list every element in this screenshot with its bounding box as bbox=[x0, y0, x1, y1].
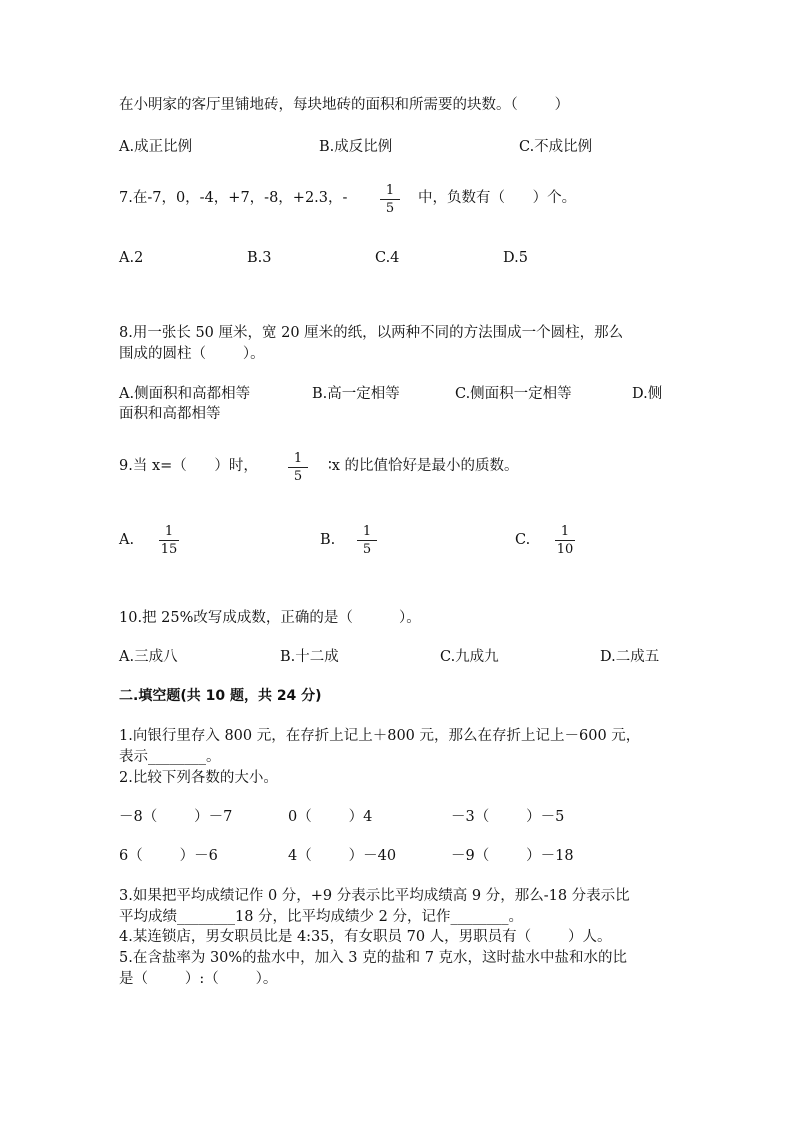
q7-fraction bbox=[378, 183, 402, 216]
f2-row2-item3: －9（ ）－18 bbox=[451, 848, 574, 864]
q9-option-a-fraction bbox=[157, 524, 181, 557]
f2-row1-item2: 0（ ）4 bbox=[288, 809, 373, 825]
q7-frac-bar bbox=[380, 199, 400, 200]
q9-option-a-den: 15 bbox=[160, 542, 178, 557]
q9-frac-bar bbox=[288, 467, 308, 468]
q9-option-b-den: 5 bbox=[362, 542, 372, 557]
q8-option-a: A.侧面积和高都相等 bbox=[119, 386, 251, 402]
q8-option-d-cont: 面积和高都相等 bbox=[119, 406, 221, 422]
q9-option-c-label: C. bbox=[515, 532, 531, 548]
f2-row1-item1: －8（ ）－7 bbox=[119, 809, 233, 825]
q9-option-b-fraction bbox=[355, 524, 379, 557]
f3-line2: 平均成绩________18 分，比平均成绩少 2 分，记作________。 bbox=[119, 909, 524, 925]
q10-option-d: D.二成五 bbox=[600, 649, 660, 665]
q9-frac-num: 1 bbox=[293, 451, 303, 466]
f1-line1: 1.向银行里存入 800 元，在存折上记上＋800 元，那么在存折上记上－600 元， bbox=[119, 728, 641, 744]
f2-stem: 2.比较下列各数的大小。 bbox=[119, 770, 278, 786]
q7-option-a: A.2 bbox=[119, 250, 144, 266]
q10-option-b: B.十二成 bbox=[280, 649, 339, 665]
q6-option-a: A.成正比例 bbox=[119, 139, 193, 155]
q9-option-b-num: 1 bbox=[362, 524, 372, 539]
q9-option-c-num: 1 bbox=[560, 524, 570, 539]
q9-option-a-label: A. bbox=[119, 532, 135, 548]
q10-option-a: A.三成八 bbox=[119, 649, 178, 665]
q6-stem: 在小明家的客厅里铺地砖，每块地砖的面积和所需要的块数。（ ） bbox=[119, 97, 570, 113]
q9-option-c-fraction bbox=[553, 524, 577, 557]
q6-option-c: C.不成比例 bbox=[519, 139, 593, 155]
q9-option-c-den: 10 bbox=[556, 542, 574, 557]
q9-option-b-label: B. bbox=[320, 532, 336, 548]
q10-option-c: C.九成九 bbox=[440, 649, 499, 665]
section2-title: 二.填空题(共 10 题，共 24 分) bbox=[119, 688, 322, 704]
q8-option-b: B.高一定相等 bbox=[312, 386, 400, 402]
q9-fraction bbox=[286, 451, 310, 484]
f2-row1-item3: －3（ ）－5 bbox=[451, 809, 565, 825]
q7-option-b: B.3 bbox=[247, 250, 272, 266]
f3-line1: 3.如果把平均成绩记作 0 分，+9 分表示比平均成绩高 9 分，那么-18 分表示比 bbox=[119, 888, 630, 904]
q9-stem-before: 9.当 x=（ ）时， bbox=[119, 458, 258, 474]
f2-row2-item2: 4（ ）－40 bbox=[288, 848, 397, 864]
q9-option-c-bar bbox=[555, 540, 575, 541]
q7-frac-den: 5 bbox=[385, 201, 395, 216]
q6-option-b: B.成反比例 bbox=[319, 139, 393, 155]
q9-stem-after: ∶x 的比值恰好是最小的质数。 bbox=[328, 458, 519, 474]
q7-option-d: D.5 bbox=[503, 250, 528, 266]
q7-stem-before: 7.在-7，0，-4，+7，-8，+2.3，- bbox=[119, 190, 348, 206]
q8-stem-line2: 围成的圆柱（ ）。 bbox=[119, 346, 265, 362]
f5-line1: 5.在含盐率为 30%的盐水中，加入 3 克的盐和 7 克水，这时盐水中盐和水的比 bbox=[119, 950, 628, 966]
f2-row2-item1: 6（ ）－6 bbox=[119, 848, 218, 864]
q10-stem: 10.把 25%改写成成数，正确的是（ ）。 bbox=[119, 610, 421, 626]
q9-option-b-bar bbox=[357, 540, 377, 541]
q7-frac-num: 1 bbox=[385, 183, 395, 198]
q9-option-a-bar bbox=[159, 540, 179, 541]
q9-frac-den: 5 bbox=[293, 469, 303, 484]
q8-option-c: C.侧面积一定相等 bbox=[455, 386, 572, 402]
f5-line2: 是（ ）:（ ）。 bbox=[119, 971, 278, 987]
q8-option-d: D.侧 bbox=[632, 386, 663, 402]
q7-stem-after: 中，负数有（ ）个。 bbox=[418, 190, 577, 206]
f1-line2: 表示________。 bbox=[119, 749, 221, 765]
q7-option-c: C.4 bbox=[375, 250, 400, 266]
q8-stem-line1: 8.用一张长 50 厘米，宽 20 厘米的纸，以两种不同的方法围成一个圆柱，那么 bbox=[119, 325, 624, 341]
q9-option-a-num: 1 bbox=[164, 524, 174, 539]
f4-line1: 4.某连锁店，男女职员比是 4:35，有女职员 70 人，男职员有（ ）人。 bbox=[119, 929, 612, 945]
